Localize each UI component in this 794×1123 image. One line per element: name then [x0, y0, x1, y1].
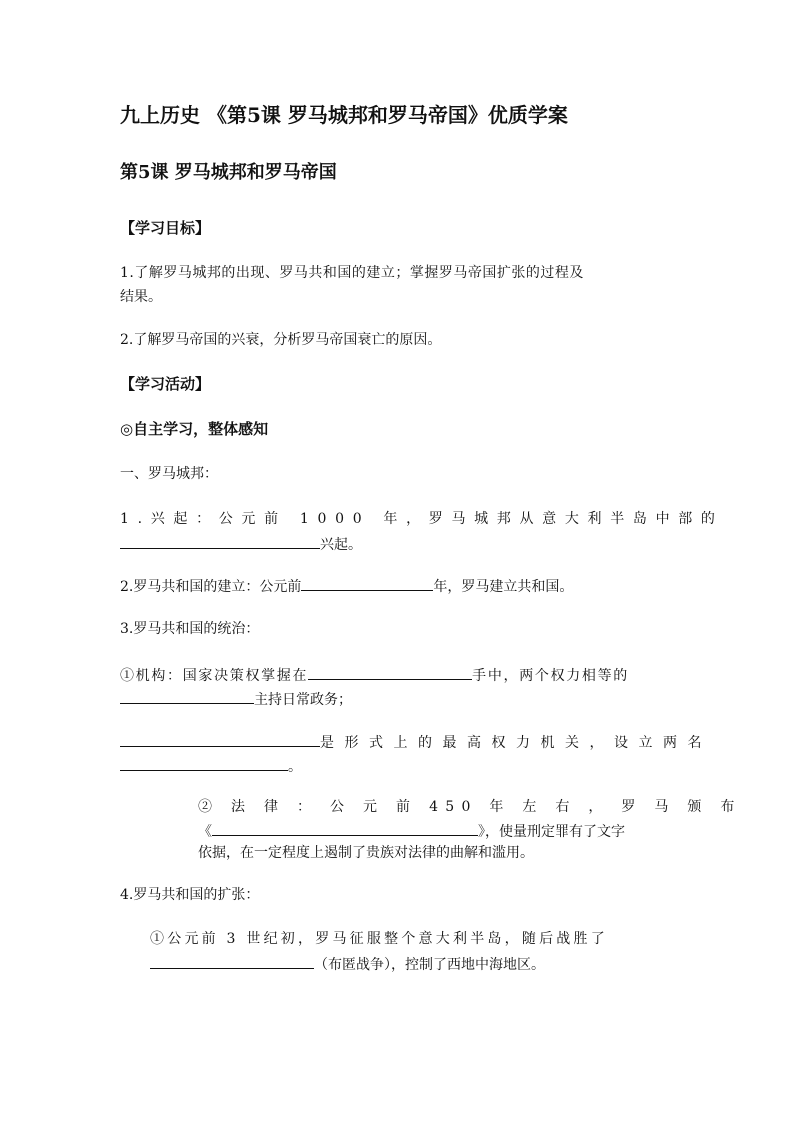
- answer-blank[interactable]: [120, 689, 254, 704]
- question-2: 2.罗马共和国的建立：公元前 年，罗马建立共和国。: [120, 576, 573, 596]
- answer-blank[interactable]: [120, 534, 320, 549]
- lesson-title: 第5课 罗马城邦和罗马帝国: [120, 162, 337, 183]
- doc-title: 九上历史 《第5课 罗马城邦和罗马帝国》优质学案: [120, 103, 568, 127]
- answer-blank[interactable]: [120, 756, 288, 771]
- part-1-heading: 一、罗马城邦：: [120, 466, 218, 482]
- self-study-heading: ◎自主学习，整体感知: [120, 420, 269, 438]
- goal-2: 2.了解罗马帝国的兴衰，分析罗马帝国衰亡的原因。: [120, 332, 442, 348]
- answer-blank[interactable]: [120, 732, 320, 747]
- answer-blank[interactable]: [212, 821, 478, 836]
- question-3: 3.罗马共和国的统治：: [120, 621, 260, 637]
- section-heading-goals: 【学习目标】: [120, 219, 211, 237]
- section-heading-activities: 【学习活动】: [120, 375, 211, 393]
- answer-blank[interactable]: [150, 954, 314, 969]
- answer-blank[interactable]: [301, 576, 433, 591]
- question-4: 4.罗马共和国的扩张：: [120, 887, 260, 903]
- answer-blank[interactable]: [308, 665, 472, 680]
